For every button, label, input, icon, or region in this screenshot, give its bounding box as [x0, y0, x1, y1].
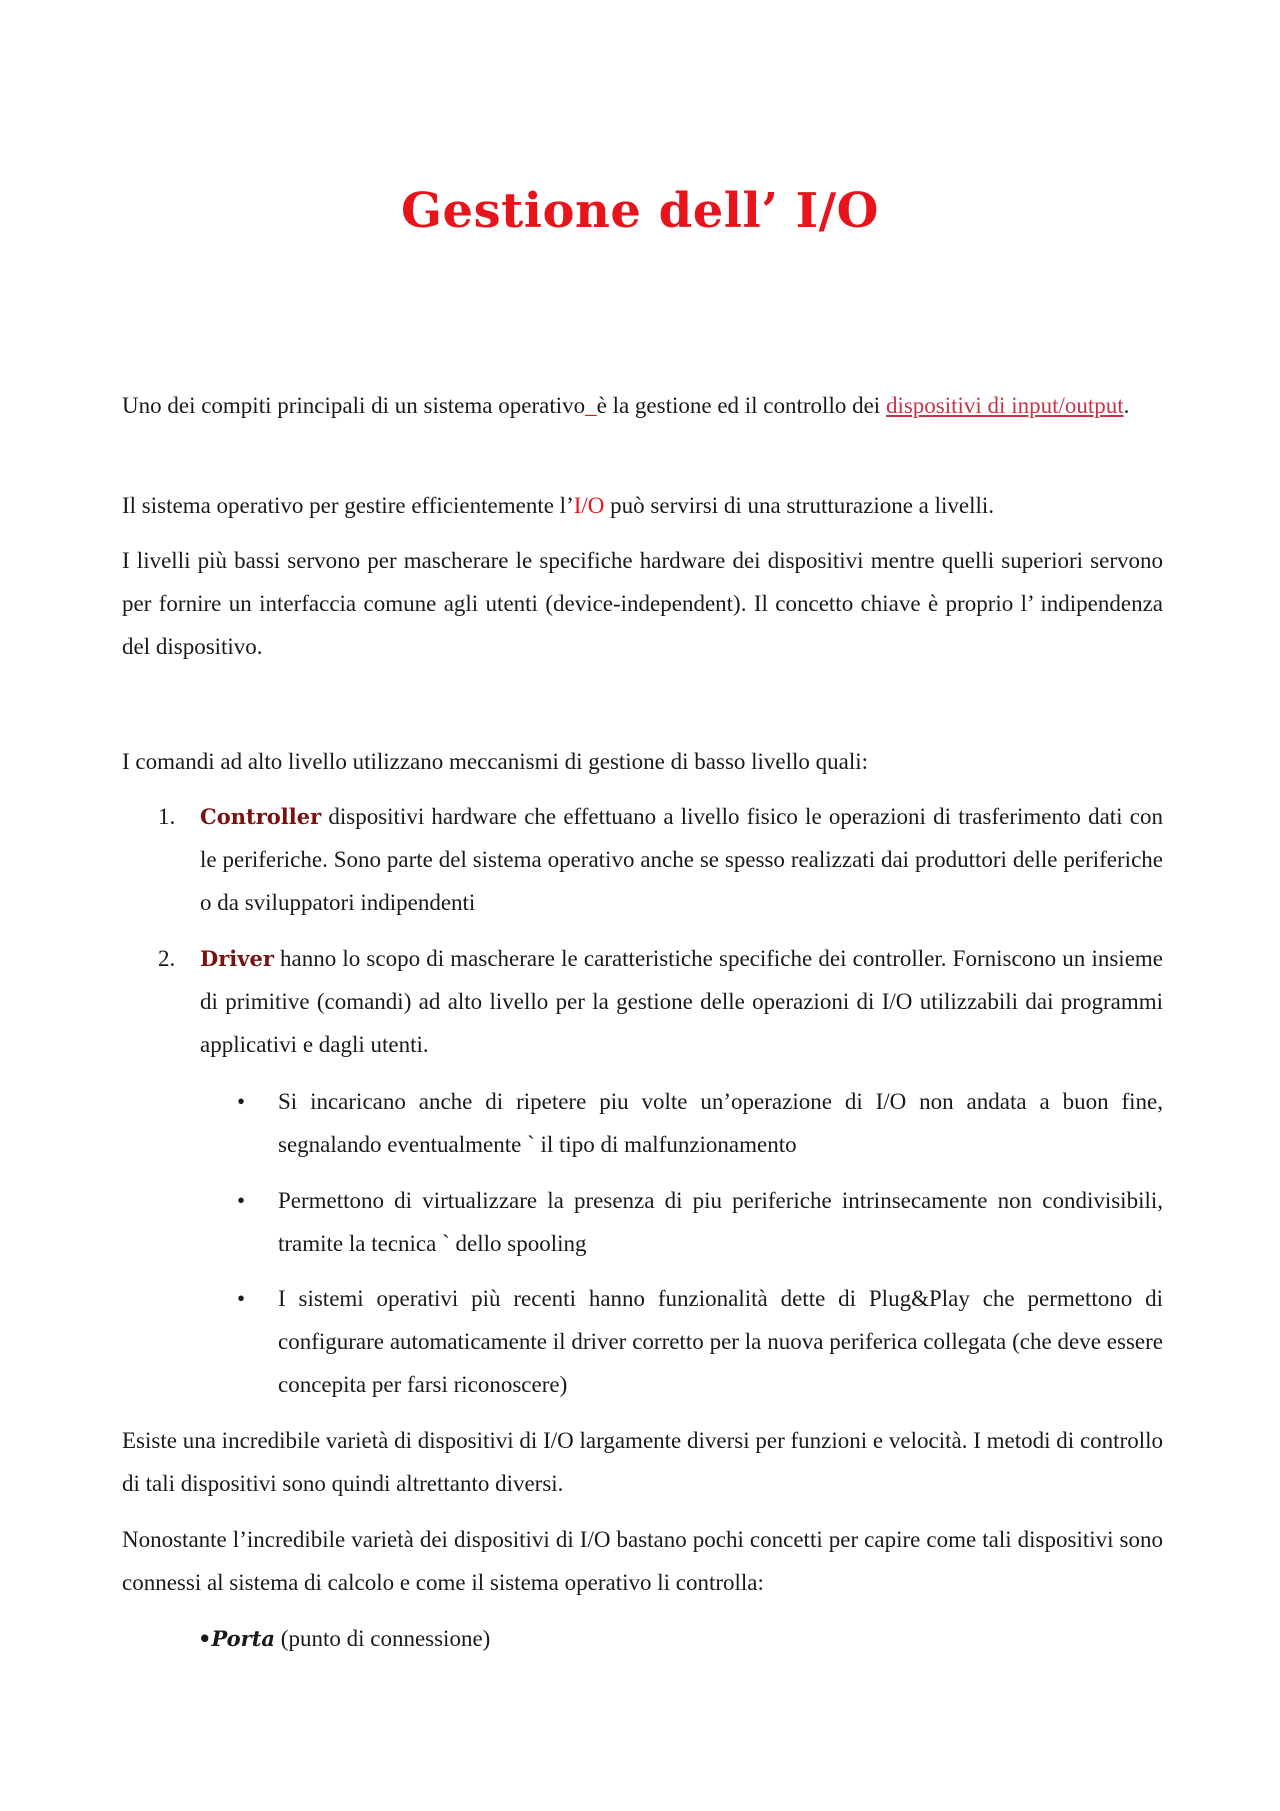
- bullet-mark: •: [237, 1188, 246, 1213]
- levels-paragraph: [122, 484, 1163, 527]
- bullet-text: Si incaricano anche di ripetere piu volte un’operazione di I/O non andata a buon fine, segnalando eventualmente ` il tipo di malfunzionamento: [278, 1089, 1163, 1157]
- porta-bullet: •: [198, 1626, 212, 1651]
- levels-text: Il sistema operativo per gestire efficientemente l’: [122, 493, 574, 518]
- controller-term: Controller: [200, 804, 322, 829]
- list-item-text: [200, 795, 1163, 924]
- page-title: Gestione dell’ I/O: [401, 183, 879, 239]
- bullet-mark: •: [237, 1286, 246, 1311]
- intro-text-2: è la gestione ed il controllo dei: [596, 393, 886, 418]
- list-item-text: [200, 937, 1163, 1066]
- levels-text-2: può servirsi di una strutturazione a livelli.: [604, 493, 995, 518]
- intro-period: .: [1123, 393, 1130, 418]
- list-number: 2.: [158, 946, 176, 971]
- variety-paragraph: Esiste una incredibile varietà di dispositivi di I/O largamente diversi per funzioni e velocità. I metodi di controllo di tali dispositivi sono quindi altrettanto diversi.: [122, 1428, 1163, 1496]
- io-highlight: I/O: [573, 493, 605, 518]
- controller-description: dispositivi hardware che effettuano a livello fisico le operazioni di trasferimento dati con le periferiche. Sono parte del sistema operativo anche se spesso realizzati dai produttori delle periferiche o da sviluppatori indipendenti: [200, 804, 1163, 915]
- driver-term: Driver: [200, 946, 274, 971]
- porta-description: (punto di connessione): [275, 1626, 491, 1651]
- concepts-paragraph: Nonostante l’incredibile varietà dei dispositivi di I/O bastano pochi concetti per capire come tali dispositivi sono connessi al sistema di calcolo e come il sistema operativo li controlla:: [122, 1527, 1163, 1595]
- intro-underscore: _: [585, 393, 597, 418]
- list-number: 1.: [158, 804, 176, 829]
- driver-description: hanno lo scopo di mascherare le caratteristiche specifiche dei controller. Forniscono un insieme di primitive (comandi) ad alto livello per la gestione delle operazioni di I/O utilizzabili dai programmi applicativi e dagli utenti.: [200, 946, 1163, 1057]
- bullet-mark: •: [237, 1089, 246, 1114]
- intro-paragraph: [122, 384, 1163, 427]
- porta-item: [198, 1617, 490, 1660]
- porta-term: Porta: [211, 1626, 276, 1651]
- io-devices-link[interactable]: dispositivi di input/output: [885, 393, 1124, 418]
- bullet-text: Permettono di virtualizzare la presenza di piu periferiche intrinsecamente non condivisibili, tramite la tecnica ` dello spooling: [278, 1188, 1163, 1256]
- bullet-text: I sistemi operativi più recenti hanno funzionalità dette di Plug&Play che permettono di configurare automaticamente il driver corretto per la nuova periferica collegata (che deve essere concepita per farsi riconoscere): [278, 1286, 1163, 1397]
- intro-text: Uno dei compiti principali di un sistema operativo: [122, 393, 586, 418]
- independence-paragraph: I livelli più bassi servono per mascherare le specifiche hardware dei dispositivi mentre quelli superiori servono per fornire un interfaccia comune agli utenti (device-independent). Il concetto chiave è proprio l’ indipendenza del dispositivo.: [122, 548, 1163, 659]
- commands-paragraph: I comandi ad alto livello utilizzano meccanismi di gestione di basso livello quali:: [122, 749, 869, 774]
